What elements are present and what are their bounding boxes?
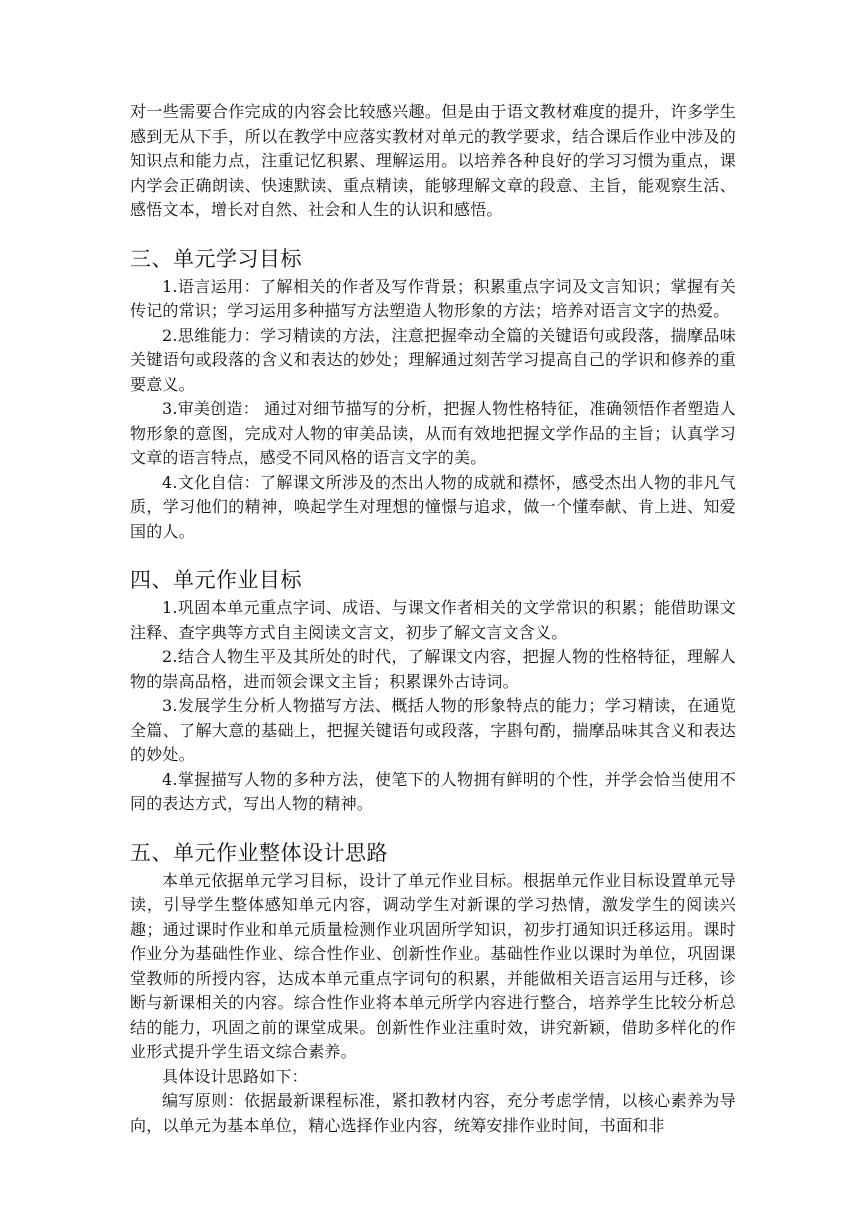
section-5-paragraph-1: 本单元依据单元学习目标，设计了单元作业目标。根据单元作业目标设置单元导读，引导学生整体感知单元内容，调动学生对新课的学习热情，激发学生的阅读兴趣；通过课时作业和单元质量检测作业巩固所学知识，初步打通知识迁移运用。课时作业分为基础性作业、综合性作业、创新性作业。基础性作业以课时为单位，巩固课堂教师的所授内容，达成本单元重点字词句的积累，并能做相关语言运用与迁移，诊断与新课相关的内容。综合性作业将本单元所学内容进行整合，培养学生比较分析总结的能力，巩固之前的课堂成果。创新性作业注重时效，讲究新颖，借助多样化的作业形式提升学生语文综合素养。 xyxy=(130,870,736,1061)
section-3-item-4: 4.文化自信：了解课文所涉及的杰出人物的成就和襟怀，感受杰出人物的非凡气质，学习他们的精神，唤起学生对理想的憧憬与追求，做一个懂奉献、肯上进、知爱国的人。 xyxy=(130,472,736,541)
section-3-item-1: 1.语言运用：了解相关的作者及写作背景；积累重点字词及文言知识；掌握有关传记的常识；学习运用多种描写方法塑造人物形象的方法；培养对语言文字的热爱。 xyxy=(130,276,736,320)
section-4-item-1: 1.巩固本单元重点字词、成语、与课文作者相关的文学常识的积累；能借助课文注释、查字典等方式自主阅读文言文，初步了解文言文含义。 xyxy=(130,598,736,642)
section-3-item-2: 2.思维能力：学习精读的方法，注意把握牵动全篇的关键语句或段落，揣摩品味关键语句或段落的含义和表达的妙处；理解通过刻苦学习提高自己的学识和修养的重要意义。 xyxy=(130,325,736,394)
section-3-heading: 三、单元学习目标 xyxy=(130,246,302,271)
section-4-item-4: 4.掌握描写人物的多种方法，使笔下的人物拥有鲜明的个性，并学会恰当使用不同的表达方式，写出人物的精神。 xyxy=(130,769,736,813)
section-5-paragraph-3: 编写原则：依据最新课程标准，紧扣教材内容，充分考虑学情，以核心素养为导向，以单元为基本单位，精心选择作业内容，统筹安排作业时间，书面和非 xyxy=(130,1091,736,1135)
section-4-item-3: 3.发展学生分析人物描写方法、概括人物的形象特点的能力；学习精读，在通览全篇、了解大意的基础上，把握关键语句或段落，字斟句酌，揣摩品味其含义和表达的妙处。 xyxy=(130,696,736,764)
document-page xyxy=(130,100,736,1138)
section-5-paragraph-2: 具体设计思路如下： xyxy=(162,1066,308,1086)
section-4-heading: 四、单元作业目标 xyxy=(130,568,302,592)
section-3-item-3: 3.审美创造： 通过对细节描写的分析，把握人物性格特征，准确领悟作者塑造人物形象的意图，完成对人物的审美品读，从而有效地把握文学作品的主旨；认真学习文章的语言特点，感受不同风格的语言文字的美。 xyxy=(130,399,736,467)
section-4-item-2: 2.结合人物生平及其所处的时代，了解课文内容，把握人物的性格特征，理解人物的崇高品格，进而领会课文主旨；积累课外古诗词。 xyxy=(130,647,736,691)
section-5-heading: 五、单元作业整体设计思路 xyxy=(130,840,388,865)
intro-paragraph: 对一些需要合作完成的内容会比较感兴趣。但是由于语文教材难度的提升，许多学生感到无从下手，所以在教学中应落实教材对单元的教学要求，结合课后作业中涉及的知识点和能力点，注重记忆积累、理解运用。以培养各种良好的学习习惯为重点，课内学会正确朗读、快速默读、重点精读，能够理解文章的段意、主旨，能观察生活、感悟文本，增长对自然、社会和人生的认识和感悟。 xyxy=(130,102,736,219)
